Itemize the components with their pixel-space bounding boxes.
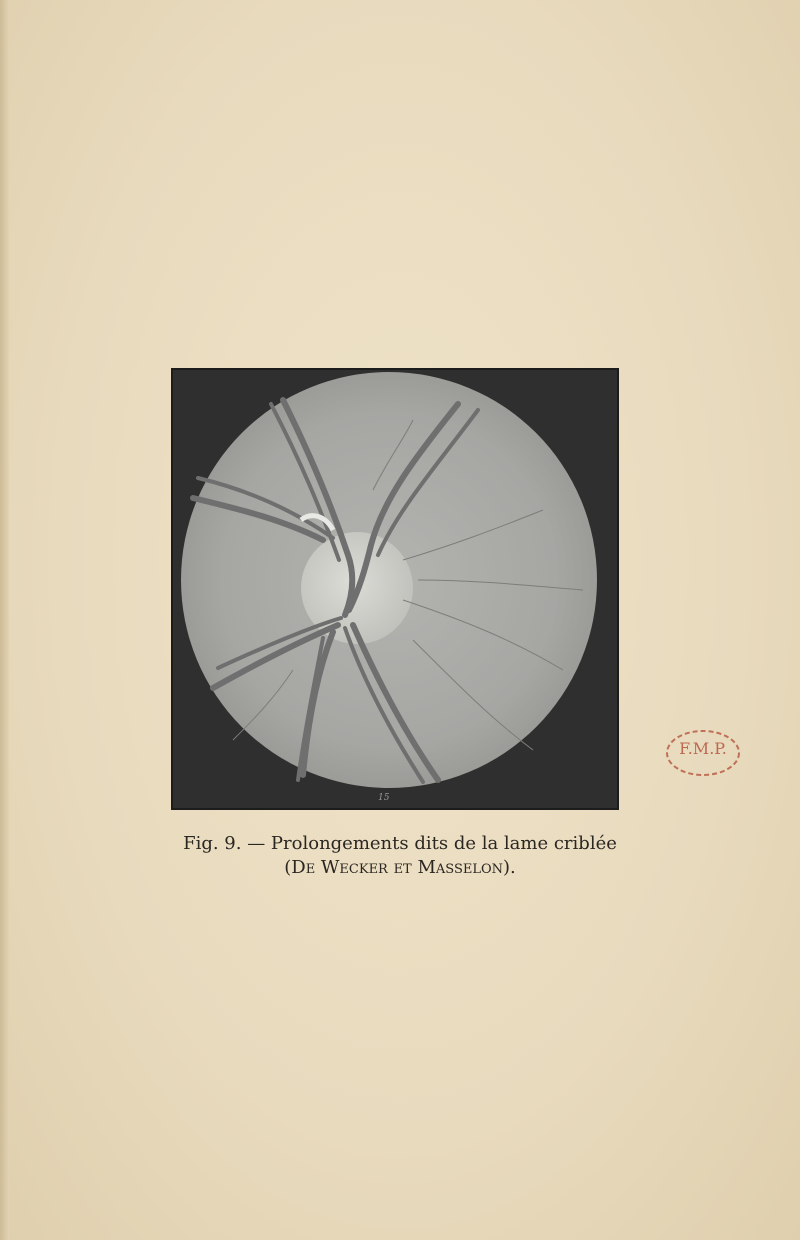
caption-line-1: Fig. 9. — Prolongements dits de la lame criblée [183, 833, 617, 854]
engraver-mark: 15 [378, 793, 390, 803]
page-gutter-edge [0, 0, 9, 1240]
library-stamp [664, 727, 742, 779]
fundus-drawing [173, 370, 617, 808]
fundus-illustration [171, 368, 619, 810]
figure-caption [150, 832, 650, 880]
stamp-text: F.M.P. [679, 739, 727, 758]
caption-line-2: (De Wecker et Masselon). [284, 857, 516, 878]
